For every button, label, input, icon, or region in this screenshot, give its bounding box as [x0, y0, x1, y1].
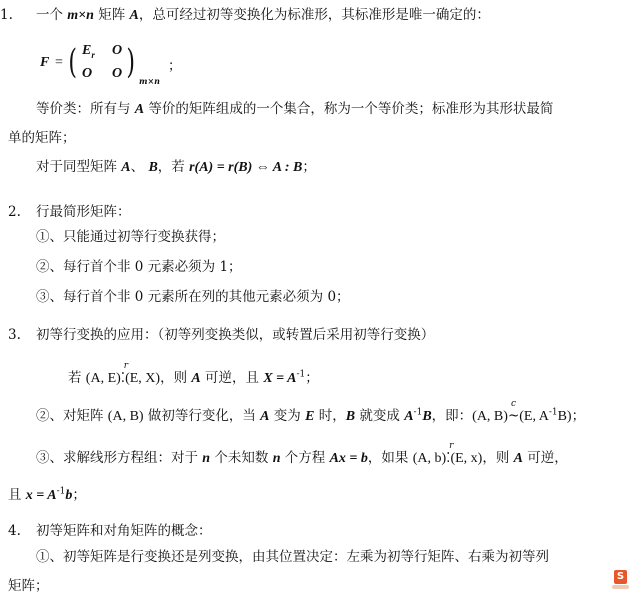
- matrix-subscript: m×n: [139, 76, 160, 86]
- section-1-heading: [0, 6, 13, 24]
- section-1-line-1: [36, 6, 490, 25]
- section-number: 2.: [8, 204, 21, 220]
- column-transform-mark: c: [510, 399, 516, 409]
- section-4-item-1-cont: 矩阵；: [8, 578, 49, 594]
- section-3-number: 3.: [8, 327, 21, 343]
- math-A: A: [121, 160, 131, 175]
- math-AB: (A, B): [107, 409, 144, 424]
- math-x-eq-Ainv-b: x = A: [25, 488, 57, 503]
- left-paren-icon: (: [68, 42, 77, 82]
- math-rank-equivalence: r(A) = r(B) ⇔ A : B: [189, 160, 303, 175]
- text: 矩阵: [93, 7, 130, 23]
- section-1-line-4: 对于同型矩阵 A、 B，若 r(A) = r(B) ⇔ A : B；: [36, 159, 316, 175]
- section-4-title: 初等矩阵和对角矩阵的概念：: [36, 523, 212, 539]
- right-paren-icon: ): [126, 42, 135, 82]
- logo-shadow: [612, 585, 629, 589]
- matrix-cell-er: $E_r$: [82, 43, 95, 60]
- text: ；: [168, 58, 182, 74]
- section-3-item-1: 若 (A, E) r ⁚(E, X)，则 A 可逆，且 $X = A^{-1}$；: [68, 369, 319, 388]
- section-2-item-2: ②、每行首个非 0 元素必须为 1；: [36, 259, 242, 275]
- section-2-title: 行最简形矩阵：: [36, 204, 131, 220]
- math-AE: (A, E): [85, 371, 121, 386]
- section-2-heading: [0, 203, 21, 221]
- section-number: 1.: [0, 7, 13, 23]
- section-3-item-3-cont: 且 $x = A^{-1}b$；: [8, 486, 86, 503]
- section-4-number: 4.: [8, 523, 21, 539]
- math-m-by-n: m×n: [67, 8, 94, 23]
- math-A: A: [191, 371, 201, 386]
- section-1-line-3: 单的矩阵；: [8, 130, 76, 146]
- math-EX: (E, X): [125, 371, 161, 386]
- section-3-item-3: ③、求解线形方程组：对于 n 个未知数 n 个方程 Ax = b，如果 (A, b) r ⁚(E, x)，则 A 可逆，: [36, 449, 568, 468]
- math-A: A: [134, 102, 145, 117]
- matrix-cell-o: O: [112, 66, 123, 81]
- section-2-item-1: ①、只能通过初等行变换获得；: [36, 229, 225, 245]
- math-X-eq-Ainv: X = A: [263, 371, 297, 386]
- text: ，总可经过初等变换化为标准形，其标准形是唯一确定的：: [138, 7, 490, 23]
- text: 一个: [36, 7, 68, 23]
- standard-form-matrix: [40, 40, 200, 90]
- app-logo-icon[interactable]: S: [614, 570, 627, 584]
- math-F: F: [40, 55, 50, 70]
- row-transform-mark: r: [449, 441, 454, 451]
- section-4-item-1: ①、初等矩阵是行变换还是列变换，由其位置决定：左乘为初等行矩阵、右乘为初等列: [36, 549, 549, 565]
- equals-sign: =: [55, 55, 63, 70]
- row-transform-mark: r: [123, 361, 129, 371]
- section-3-item-2: ②、对矩阵 (A, B) 做初等行变化，当 A 变为 E 时，B 就变成 $A^{-1}B$，即：(A, B) c ~(E, $A^{-1}B$)；: [36, 407, 585, 426]
- math-Ax-eq-b: Ax = b: [329, 451, 368, 466]
- section-2-item-3: ③、每行首个非 0 元素所在列的其他元素必须为 0；: [36, 289, 350, 305]
- section-3-title: 初等行变换的应用：（初等列变换类似，或转置后采用初等行变换）: [36, 327, 435, 343]
- matrix-cell-o: O: [112, 43, 123, 58]
- math-B: B: [148, 160, 158, 175]
- math-A: A: [129, 8, 139, 23]
- matrix-cell-o: O: [82, 66, 93, 81]
- section-1-line-2: 等价类：所有与 A 等价的矩阵组成的一个集合，称为一个等价类；标准形为其形状最简: [36, 101, 554, 117]
